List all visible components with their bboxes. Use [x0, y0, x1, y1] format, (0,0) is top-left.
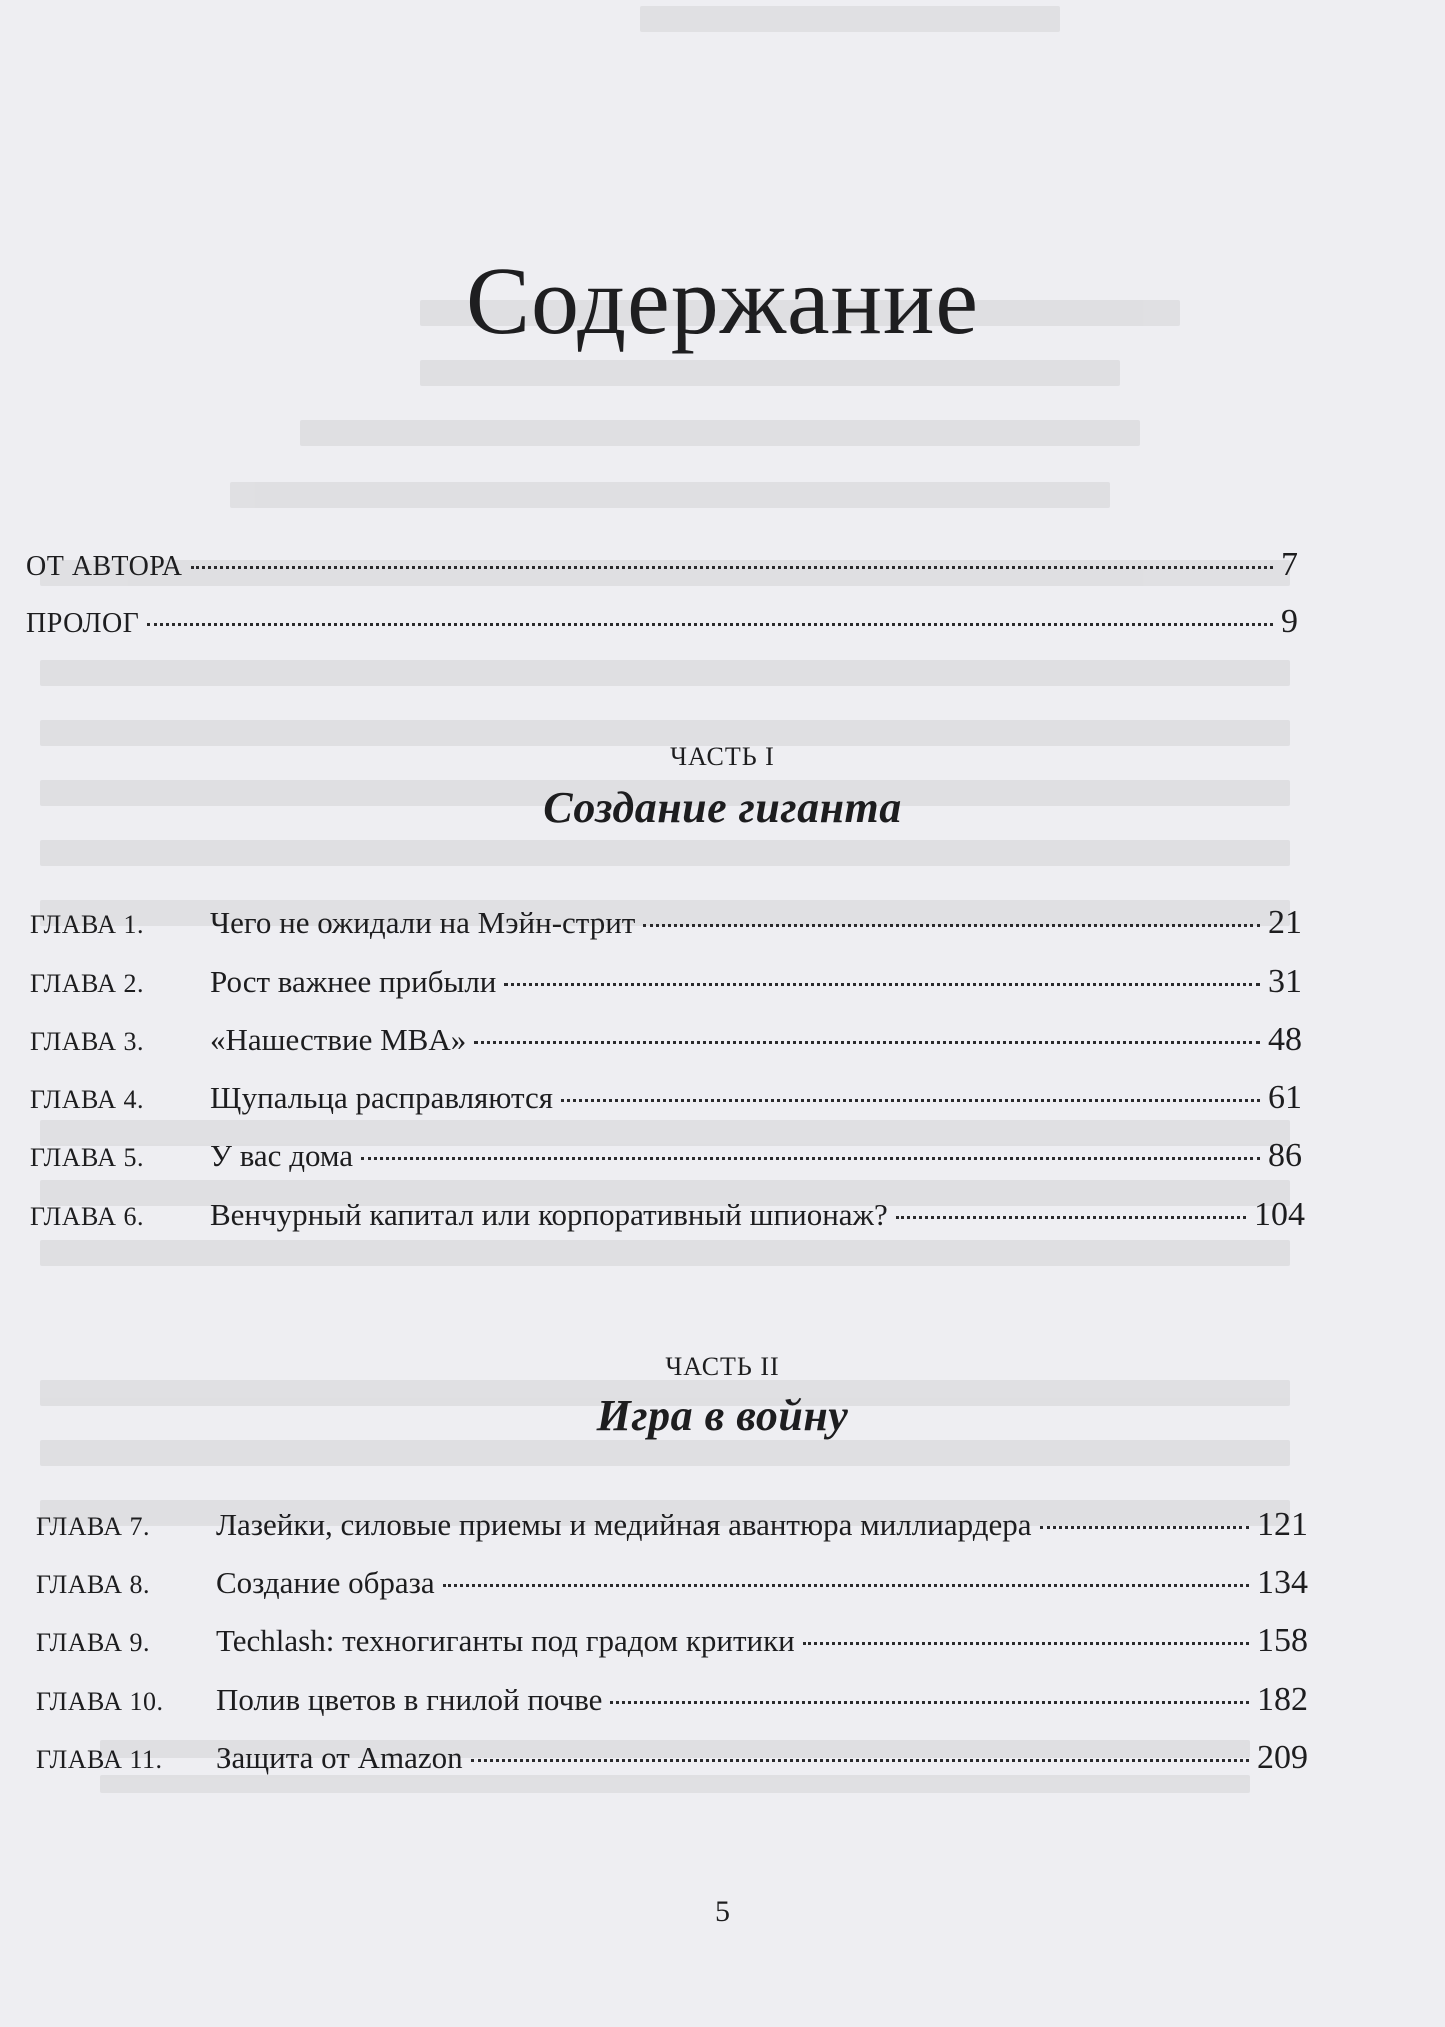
- chapter-title: Techlash: техногиганты под градом критики: [216, 1623, 795, 1658]
- chapter-page: 86: [1268, 1137, 1302, 1174]
- chapter-number: ГЛАВА 5.: [30, 1143, 144, 1172]
- chapter-page: 104: [1254, 1196, 1305, 1233]
- toc-chapter-10: [36, 1680, 1308, 1722]
- dot-leader: [471, 1759, 1249, 1762]
- chapter-page: 158: [1257, 1622, 1308, 1659]
- page-number: 5: [715, 1895, 730, 1928]
- toc-chapter-11: [36, 1738, 1308, 1780]
- dot-leader: [1040, 1526, 1249, 1529]
- chapter-page: 121: [1257, 1506, 1308, 1543]
- toc-chapter-5: [30, 1136, 1302, 1178]
- chapter-number: ГЛАВА 7.: [36, 1512, 150, 1541]
- toc-entry-page: 7: [1281, 546, 1298, 583]
- chapter-page: 48: [1268, 1021, 1302, 1058]
- toc-chapter-4: [30, 1078, 1302, 1120]
- toc-chapter-9: [36, 1621, 1308, 1663]
- dot-leader: [610, 1701, 1249, 1704]
- toc-chapter-1: [30, 903, 1302, 945]
- page-title: Содержание: [465, 247, 979, 354]
- dot-leader: [443, 1584, 1249, 1587]
- chapter-title: «Нашествие MBA»: [210, 1022, 467, 1057]
- chapter-page: 61: [1268, 1079, 1302, 1116]
- chapter-number: ГЛАВА 3.: [30, 1027, 144, 1056]
- part-1-label: ЧАСТЬ I: [670, 742, 775, 771]
- toc-entry-label: ОТ АВТОРА: [26, 551, 183, 582]
- toc-entry-label: ПРОЛОГ: [26, 608, 140, 639]
- chapter-title: Щупальца расправляются: [210, 1080, 553, 1115]
- dot-leader: [361, 1157, 1260, 1160]
- dot-leader: [561, 1099, 1260, 1102]
- chapter-title: Лазейки, силовые приемы и медийная авантюра миллиардера: [216, 1507, 1032, 1542]
- part-2-label: ЧАСТЬ II: [665, 1352, 780, 1381]
- toc-chapter-2: [30, 962, 1302, 1004]
- chapter-title: У вас дома: [210, 1138, 354, 1173]
- toc-chapter-7: [36, 1505, 1308, 1547]
- dot-leader: [147, 623, 1273, 626]
- chapter-page: 182: [1257, 1681, 1308, 1718]
- chapter-page: 31: [1268, 963, 1302, 1000]
- toc-entry-page: 9: [1281, 603, 1298, 640]
- chapter-number: ГЛАВА 4.: [30, 1085, 144, 1114]
- chapter-title: Рост важнее прибыли: [210, 964, 497, 999]
- dot-leader: [504, 983, 1260, 986]
- toc-chapter-8: [36, 1563, 1308, 1605]
- toc-chapter-3: [30, 1020, 1302, 1062]
- chapter-page: 21: [1268, 904, 1302, 941]
- chapter-number: ГЛАВА 9.: [36, 1628, 150, 1657]
- chapter-number: ГЛАВА 6.: [30, 1202, 144, 1231]
- part-1-title: Создание гиганта: [543, 783, 902, 832]
- chapter-title: Защита от Amazon: [216, 1740, 463, 1775]
- chapter-number: ГЛАВА 8.: [36, 1570, 150, 1599]
- chapter-number: ГЛАВА 11.: [36, 1745, 163, 1774]
- dot-leader: [803, 1642, 1249, 1645]
- part-2-title: Игра в войну: [596, 1391, 849, 1440]
- chapter-number: ГЛАВА 2.: [30, 969, 144, 998]
- chapter-title: Венчурный капитал или корпоративный шпионаж?: [210, 1197, 888, 1232]
- chapter-title: Создание образа: [216, 1565, 435, 1600]
- toc-entry-prologue: [26, 602, 1298, 644]
- chapter-page: 134: [1257, 1564, 1308, 1601]
- chapter-page: 209: [1257, 1739, 1308, 1776]
- dot-leader: [896, 1216, 1246, 1219]
- toc-entry-from-author: [26, 545, 1298, 587]
- chapter-number: ГЛАВА 1.: [30, 910, 144, 939]
- dot-leader: [474, 1041, 1260, 1044]
- chapter-number: ГЛАВА 10.: [36, 1687, 164, 1716]
- dot-leader: [643, 924, 1260, 927]
- toc-chapter-6: [30, 1195, 1305, 1237]
- chapter-title: Полив цветов в гнилой почве: [216, 1682, 603, 1717]
- dot-leader: [191, 566, 1273, 569]
- chapter-title: Чего не ожидали на Мэйн-стрит: [210, 905, 636, 940]
